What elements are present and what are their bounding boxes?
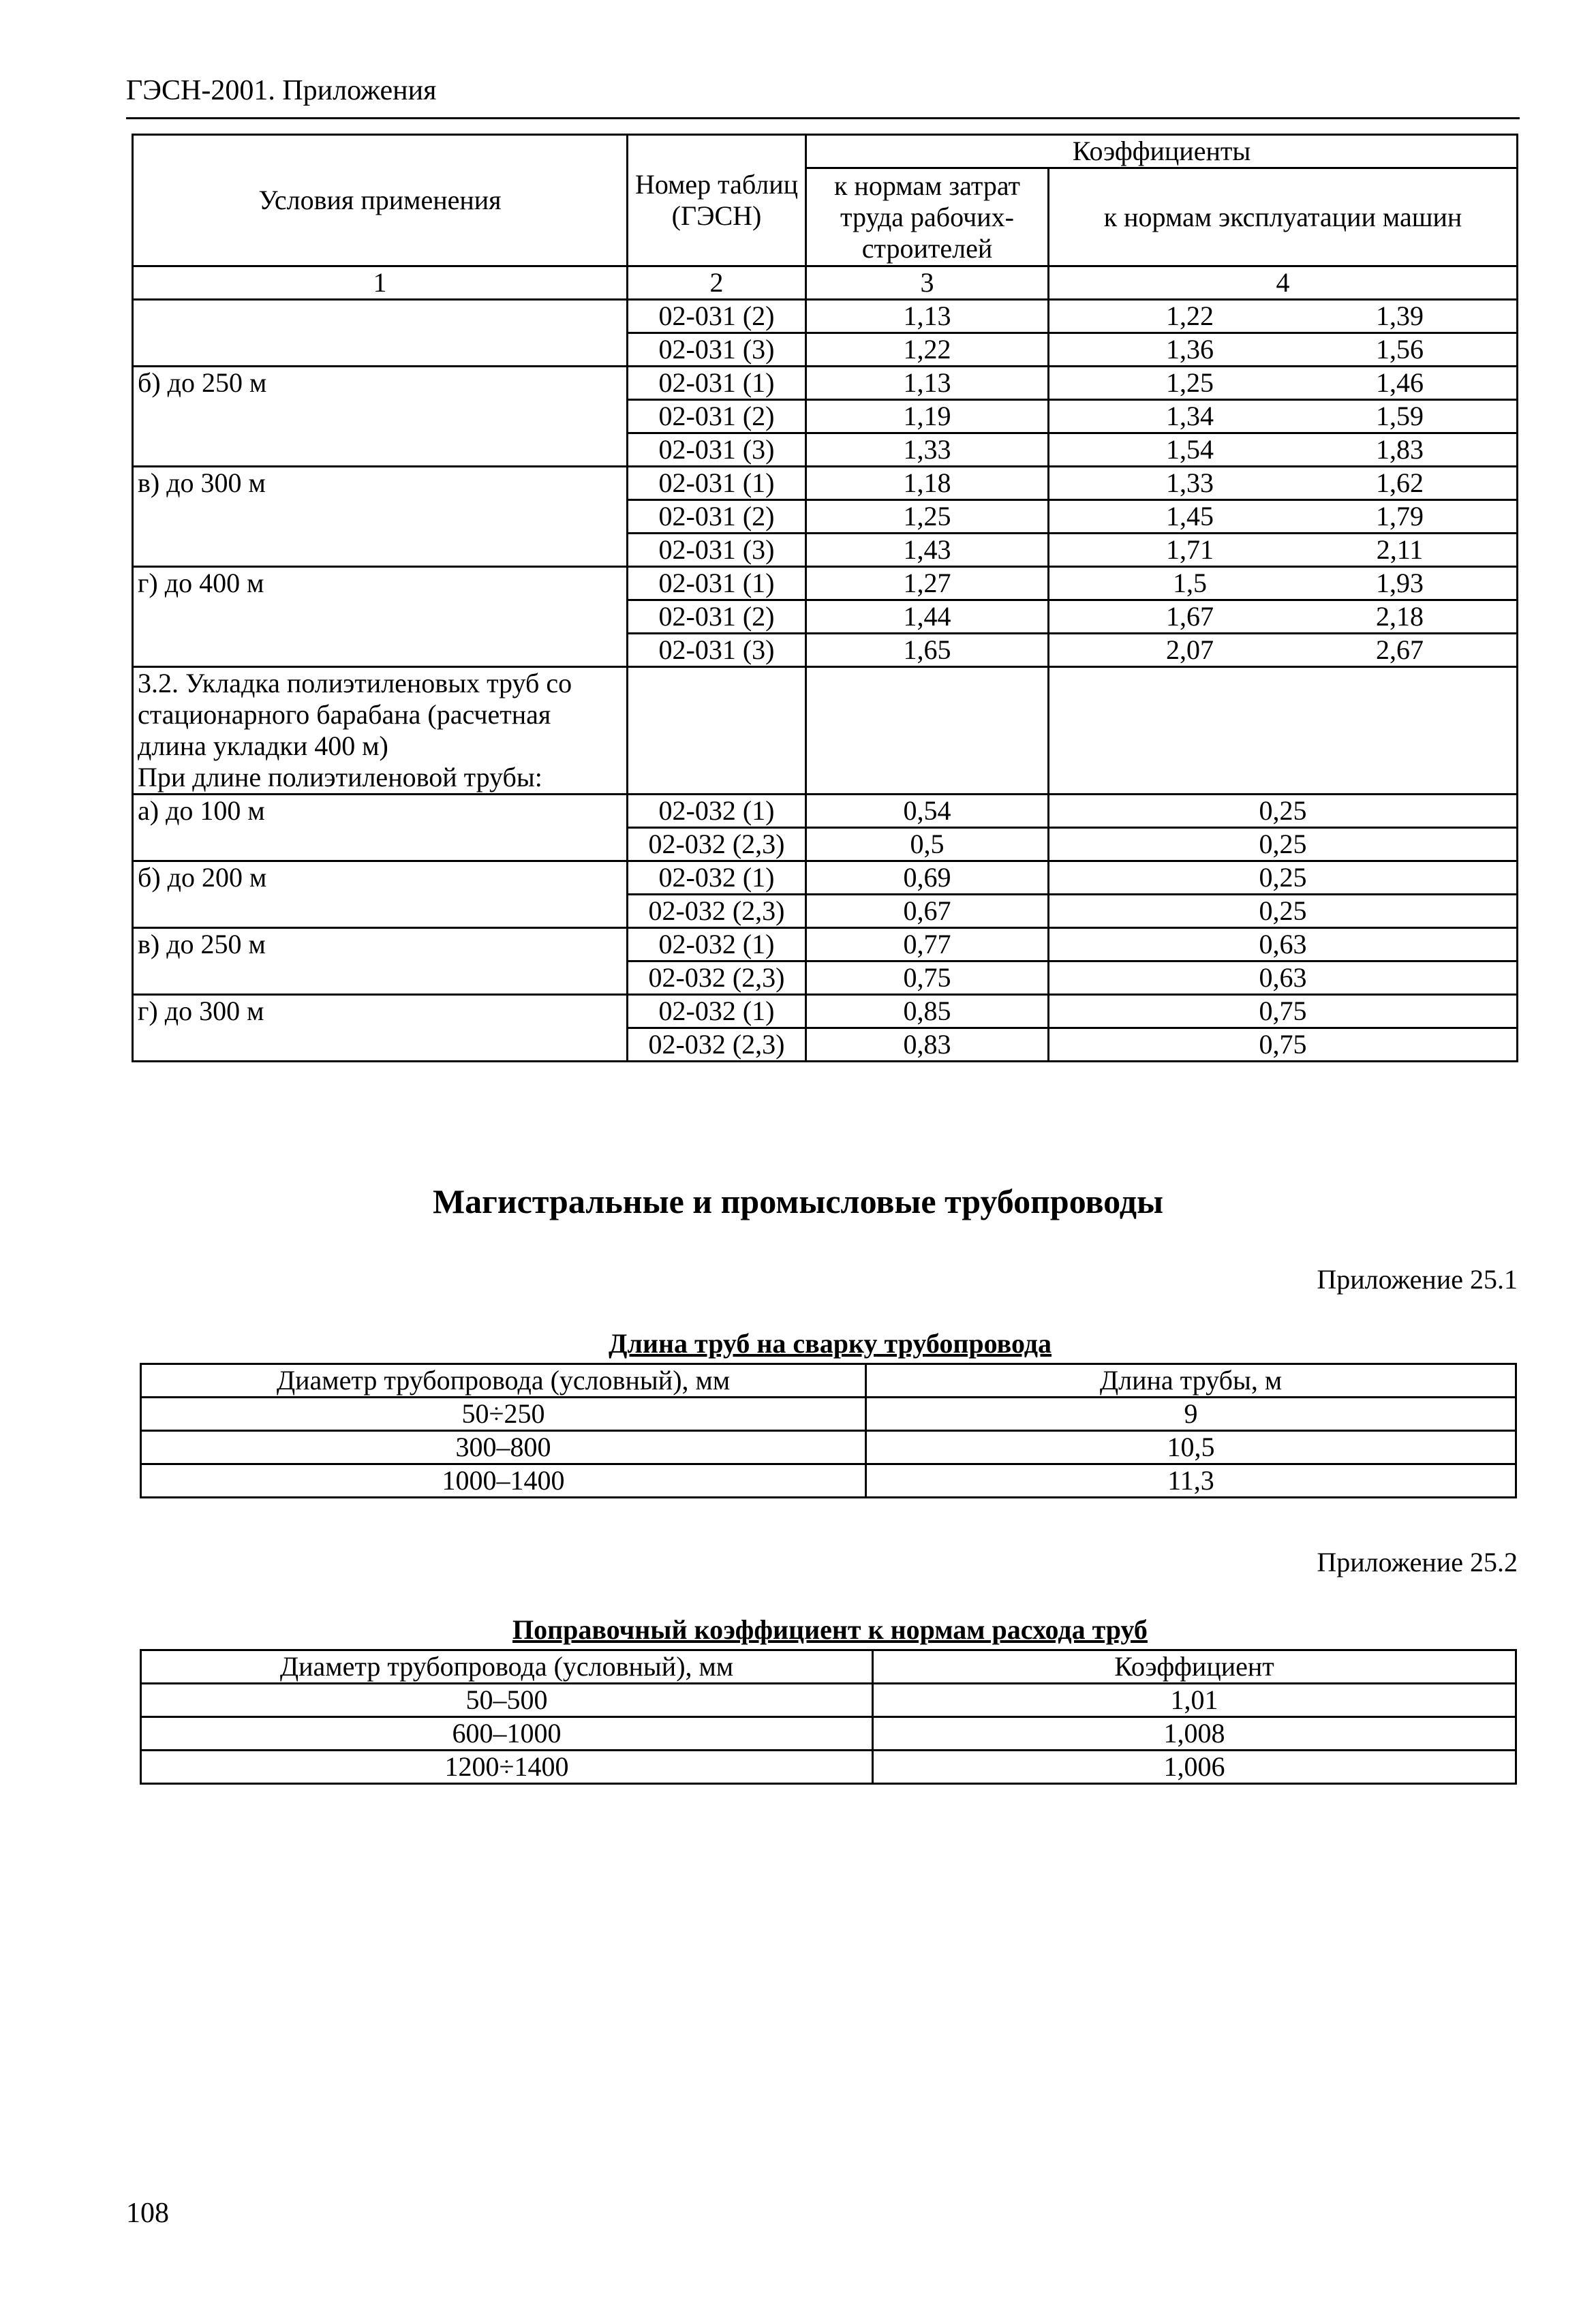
- labor-coef-cell: 1,22: [806, 333, 1049, 367]
- empty-cell: [806, 667, 1049, 795]
- table-row: [133, 534, 1518, 567]
- machine-coef-cell: 0,63: [1049, 928, 1518, 961]
- machine-coef-2: 1,79: [1376, 501, 1424, 532]
- table-number-cell: 02-031 (1): [628, 467, 806, 500]
- running-header: ГЭСН-2001. Приложения: [126, 75, 437, 106]
- pipe-length-cell: 11,3: [866, 1464, 1516, 1498]
- column-number: 1: [133, 266, 628, 300]
- condition-cell: в) до 300 м: [133, 467, 628, 500]
- table-row: [133, 795, 1518, 828]
- table-row: [133, 567, 1518, 600]
- machine-coef-2: 1,46: [1376, 367, 1424, 398]
- table-number-cell: 02-032 (1): [628, 861, 806, 895]
- machine-coef-1: 2,07: [1166, 634, 1214, 665]
- labor-coef-cell: 1,65: [806, 634, 1049, 667]
- diameter-cell: 1200÷1400: [141, 1751, 873, 1784]
- table-number-cell: 02-032 (2,3): [628, 1028, 806, 1062]
- labor-coef-cell: 1,27: [806, 567, 1049, 600]
- labor-coef-cell: 1,13: [806, 300, 1049, 333]
- machine-coef-2: 2,18: [1376, 601, 1424, 632]
- table-row: [133, 500, 1518, 534]
- table-row: [141, 1751, 1516, 1784]
- header-diameter: Диаметр трубопровода (условный), мм: [141, 1364, 866, 1398]
- condition-cell: б) до 250 м: [133, 367, 628, 400]
- machine-coef-2: 1,93: [1376, 568, 1424, 598]
- header-table-number: Номер таблиц (ГЭСН): [628, 135, 806, 266]
- table-row: [133, 828, 1518, 861]
- machine-coef-cell: [1049, 467, 1518, 500]
- condition-cell: [133, 828, 628, 861]
- condition-cell: [133, 895, 628, 928]
- coefficients-table: [132, 134, 1518, 1062]
- table-row: [133, 467, 1518, 500]
- condition-cell: [133, 433, 628, 467]
- coefficient-cell: 1,01: [873, 1684, 1516, 1717]
- machine-coef-cell: 0,25: [1049, 895, 1518, 928]
- table-row: [133, 895, 1518, 928]
- machine-coef-cell: [1049, 600, 1518, 634]
- column-number: 2: [628, 266, 806, 300]
- condition-cell: [133, 333, 628, 367]
- labor-coef-cell: 1,33: [806, 433, 1049, 467]
- condition-cell: г) до 400 м: [133, 567, 628, 600]
- condition-cell: [133, 400, 628, 433]
- table-row: [133, 961, 1518, 995]
- labor-coef-cell: 1,13: [806, 367, 1049, 400]
- labor-coef-cell: 1,25: [806, 500, 1049, 534]
- pipe-length-table: [140, 1363, 1517, 1498]
- section-32-line: длина укладки 400 м): [138, 730, 388, 761]
- labor-coef-cell: 1,43: [806, 534, 1049, 567]
- machine-coef-2: 2,11: [1376, 534, 1424, 565]
- machine-coef-2: 2,67: [1376, 634, 1424, 665]
- machine-coef-cell: 0,75: [1049, 995, 1518, 1028]
- section-32-line: стационарного барабана (расчетная: [138, 699, 551, 730]
- machine-coef-cell: 0,25: [1049, 861, 1518, 895]
- condition-cell: [133, 600, 628, 634]
- diameter-cell: 50÷250: [141, 1398, 866, 1431]
- machine-coef-cell: [1049, 333, 1518, 367]
- machine-coef-1: 1,22: [1166, 301, 1214, 331]
- table-number-cell: 02-032 (2,3): [628, 961, 806, 995]
- table-row: [141, 1464, 1516, 1498]
- header-conditions: Условия применения: [133, 135, 628, 266]
- table-header-row: [141, 1650, 1516, 1684]
- header-rule: [126, 117, 1520, 119]
- condition-cell: [133, 534, 628, 567]
- condition-cell: а) до 100 м: [133, 795, 628, 828]
- table-number-cell: 02-031 (3): [628, 433, 806, 467]
- empty-cell: [1049, 667, 1518, 795]
- labor-coef-cell: 0,54: [806, 795, 1049, 828]
- labor-coef-cell: 1,18: [806, 467, 1049, 500]
- section-title: Магистральные и промысловые трубопроводы: [432, 1182, 1164, 1220]
- condition-cell: в) до 250 м: [133, 928, 628, 961]
- machine-coef-cell: [1049, 567, 1518, 600]
- table-row: [133, 861, 1518, 895]
- labor-coef-cell: 0,67: [806, 895, 1049, 928]
- header-pipe-length: Длина трубы, м: [866, 1364, 1516, 1398]
- table-number-cell: 02-032 (1): [628, 995, 806, 1028]
- labor-coef-cell: 0,83: [806, 1028, 1049, 1062]
- section-32-line: При длине полиэтиленовой трубы:: [138, 762, 542, 792]
- page-number: 108: [126, 2198, 169, 2229]
- condition-cell: г) до 300 м: [133, 995, 628, 1028]
- table-number-cell: 02-031 (1): [628, 567, 806, 600]
- header-coefficient: Коэффициент: [873, 1650, 1516, 1684]
- table-row: [133, 634, 1518, 667]
- table-number-cell: 02-031 (3): [628, 634, 806, 667]
- header-machines: к нормам эксплуатации машин: [1049, 168, 1518, 266]
- machine-coef-cell: [1049, 433, 1518, 467]
- appendix-251-label: Приложение 25.1: [1317, 1264, 1518, 1295]
- table-number-cell: 02-032 (1): [628, 928, 806, 961]
- appendix-251-caption: Длина труб на сварку трубопровода: [609, 1328, 1052, 1359]
- condition-cell: б) до 200 м: [133, 861, 628, 895]
- machine-coef-cell: 0,75: [1049, 1028, 1518, 1062]
- labor-coef-cell: 0,69: [806, 861, 1049, 895]
- section-row: [133, 667, 1518, 795]
- condition-cell: [133, 961, 628, 995]
- machine-coef-cell: [1049, 634, 1518, 667]
- table-number-cell: 02-032 (1): [628, 795, 806, 828]
- machine-coef-2: 1,39: [1376, 301, 1424, 331]
- labor-coef-cell: 1,44: [806, 600, 1049, 634]
- labor-coef-cell: 1,19: [806, 400, 1049, 433]
- diameter-cell: 600–1000: [141, 1717, 873, 1751]
- machine-coef-1: 1,25: [1166, 367, 1214, 398]
- machine-coef-cell: 0,25: [1049, 828, 1518, 861]
- diameter-cell: 50–500: [141, 1684, 873, 1717]
- machine-coef-1: 1,36: [1166, 334, 1214, 365]
- labor-coef-cell: 0,5: [806, 828, 1049, 861]
- coefficient-cell: 1,008: [873, 1717, 1516, 1751]
- table-number-cell: 02-032 (2,3): [628, 895, 806, 928]
- column-number: 4: [1049, 266, 1518, 300]
- table-header-row: [141, 1364, 1516, 1398]
- table-row: [133, 995, 1518, 1028]
- machine-coef-1: 1,45: [1166, 501, 1214, 532]
- machine-coef-2: 1,56: [1376, 334, 1424, 365]
- machine-coef-cell: 0,63: [1049, 961, 1518, 995]
- machine-coef-2: 1,59: [1376, 401, 1424, 431]
- table-row: [141, 1717, 1516, 1751]
- machine-coef-cell: [1049, 300, 1518, 333]
- table-row: [133, 928, 1518, 961]
- machine-coef-1: 1,54: [1166, 434, 1214, 465]
- machine-coef-cell: [1049, 534, 1518, 567]
- table-row: [133, 300, 1518, 333]
- diameter-cell: 300–800: [141, 1431, 866, 1464]
- table-row: [133, 333, 1518, 367]
- table-number-cell: 02-032 (2,3): [628, 828, 806, 861]
- machine-coef-1: 1,33: [1166, 467, 1214, 498]
- table-row: [133, 400, 1518, 433]
- condition-cell: [133, 300, 628, 333]
- table-number-cell: 02-031 (2): [628, 500, 806, 534]
- table-row: [133, 433, 1518, 467]
- table-number-cell: 02-031 (2): [628, 400, 806, 433]
- section-32-line: 3.2. Укладка полиэтиленовых труб со: [138, 668, 572, 698]
- labor-coef-cell: 0,75: [806, 961, 1049, 995]
- coefficient-cell: 1,006: [873, 1751, 1516, 1784]
- pipe-length-cell: 10,5: [866, 1431, 1516, 1464]
- condition-cell: [133, 500, 628, 534]
- header-coefficients: Коэффициенты: [806, 135, 1518, 168]
- table-number-cell: 02-031 (3): [628, 333, 806, 367]
- column-number: 3: [806, 266, 1049, 300]
- pipe-length-cell: 9: [866, 1398, 1516, 1431]
- labor-coef-cell: 0,77: [806, 928, 1049, 961]
- labor-coef-cell: 0,85: [806, 995, 1049, 1028]
- machine-coef-cell: 0,25: [1049, 795, 1518, 828]
- table-row: [141, 1431, 1516, 1464]
- machine-coef-2: 1,62: [1376, 467, 1424, 498]
- table-row: [141, 1684, 1516, 1717]
- table-number-cell: 02-031 (3): [628, 534, 806, 567]
- section-32-description: [133, 667, 628, 795]
- table-row: [133, 600, 1518, 634]
- diameter-cell: 1000–1400: [141, 1464, 866, 1498]
- table-row: [141, 1398, 1516, 1431]
- header-labor: к нормам затрат труда рабочих-строителей: [806, 168, 1049, 266]
- machine-coef-cell: [1049, 500, 1518, 534]
- table-number-cell: 02-031 (2): [628, 300, 806, 333]
- condition-cell: [133, 1028, 628, 1062]
- machine-coef-1: 1,5: [1173, 568, 1207, 598]
- machine-coef-1: 1,71: [1166, 534, 1214, 565]
- header-diameter: Диаметр трубопровода (условный), мм: [141, 1650, 873, 1684]
- appendix-252-caption: Поправочный коэффициент к нормам расхода труб: [512, 1614, 1148, 1645]
- table-row: [133, 1028, 1518, 1062]
- correction-coefficient-table: [140, 1649, 1517, 1785]
- table-number-cell: 02-031 (1): [628, 367, 806, 400]
- machine-coef-1: 1,67: [1166, 601, 1214, 632]
- condition-cell: [133, 634, 628, 667]
- table-number-cell: 02-031 (2): [628, 600, 806, 634]
- machine-coef-cell: [1049, 367, 1518, 400]
- machine-coef-cell: [1049, 400, 1518, 433]
- table-row: [133, 367, 1518, 400]
- empty-cell: [628, 667, 806, 795]
- machine-coef-2: 1,83: [1376, 434, 1424, 465]
- machine-coef-1: 1,34: [1166, 401, 1214, 431]
- appendix-252-label: Приложение 25.2: [1317, 1547, 1518, 1577]
